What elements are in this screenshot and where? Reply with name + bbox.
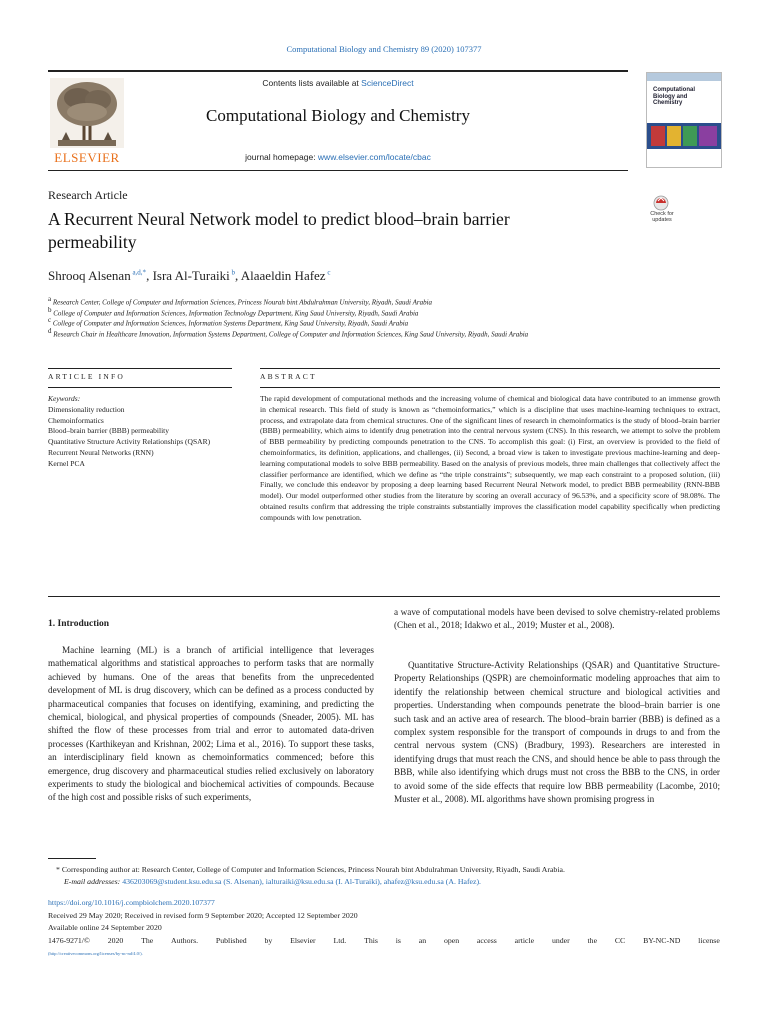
- divider: [48, 596, 720, 597]
- affiliation-marker: d: [48, 326, 54, 335]
- license-word: open: [443, 936, 460, 945]
- introduction-left-column: Machine learning (ML) is a branch of artificial intelligence that leverages mathematical algorithms and statistical approaches to perform tasks that are normally achieved by humans. One of the areas that benefits from the unprecedented development of ML is drug discovery, which can be defined as a process conducted by pharmaceutical companies that focuses on identifying, examining, and predicting the chemical, biological, and physical properties of compounds (Sneader, 2005). ML has shifted the flow of these processes from trial and error to automated data-driven processes (Karthikeyan and Krishnan, 2002; Lima et al., 2016). To support these tasks, an interdisciplinary field known as chemoinformatics commenced; before this emergence, drug discovery and pharmaceutical studies relied exclusively on laboratory experiments to study the biological and biochemical activities of compounds. Because of the high cost and possible risks of such experiments,: [48, 645, 374, 803]
- license-word: Elsevier: [290, 936, 316, 945]
- divider: [260, 368, 720, 369]
- received-dates: Received 29 May 2020; Received in revised form 9 September 2020; Accepted 12 September 2020: [48, 911, 358, 920]
- author-affiliation-marker[interactable]: c: [325, 268, 331, 277]
- article-title: A Recurrent Neural Network model to predict blood–brain barrier permeability: [48, 209, 510, 252]
- homepage-prefix: journal homepage:: [245, 152, 318, 162]
- affiliation-marker: c: [48, 316, 53, 324]
- license-word: license: [698, 936, 720, 945]
- keyword-item: Recurrent Neural Networks (RNN): [48, 447, 154, 457]
- affiliation-marker: b: [48, 305, 54, 314]
- license-statement: [48, 936, 720, 945]
- affiliation-text: College of Computer and Information Sciences, Information Technology Department, King Saud University, Riyadh, Saudi Arabia: [53, 308, 419, 317]
- author-name[interactable]: Shrooq Alsenan: [48, 268, 131, 283]
- affiliation-text: Research Chair in Healthcare Innovation, Information Systems Department, College of Computer and Information Sciences, King Saud University, Riyadh, Saudi Arabia: [53, 329, 529, 338]
- email-addresses[interactable]: 436203069@student.ksu.edu.sa (S. Alsenan), ialturaiki@ksu.edu.sa (I. Al-Turaiki), ahafez@ksu.edu.sa (A. Hafez).: [122, 877, 482, 886]
- license-word: Authors.: [171, 936, 199, 945]
- cover-image-band: [647, 123, 721, 149]
- license-word: BY-NC-ND: [643, 936, 681, 945]
- journal-reference-link[interactable]: Computational Biology and Chemistry 89 (2020) 107377: [286, 44, 482, 54]
- license-word: CC: [614, 936, 626, 945]
- journal-homepage-link[interactable]: www.elsevier.com/locate/cbac: [317, 152, 431, 162]
- keywords-block: [48, 394, 238, 470]
- author-list: Shrooq Alsenan $^{a,d,*}$, Isra Al-Turaiki $^b$, Alaaeldin Hafez $^c$: [48, 268, 331, 283]
- license-word: the: [587, 936, 598, 945]
- license-word: access: [476, 936, 497, 945]
- article-info-heading: ARTICLE INFO: [48, 372, 125, 381]
- keywords-label: Keywords:: [48, 394, 81, 403]
- contents-prefix: Contents lists available at: [262, 78, 362, 88]
- article-type: Research Article: [48, 188, 128, 202]
- section-heading-introduction: 1. Introduction: [48, 619, 110, 629]
- corresponding-author-footnote: * Corresponding author at: Research Center, College of Computer and Information Sciences, Princess Nourah bint Abdulrahman University, Riyadh, Saudi Arabia.: [56, 865, 565, 874]
- author-affiliation-marker[interactable]: a,d,*: [130, 268, 147, 277]
- available-online-date: Available online 24 September 2020: [48, 923, 162, 932]
- email-footnote: [64, 876, 720, 887]
- abstract-text: The rapid development of computational methods and the increasing volume of chemical and biological data have contributed to an immense growth in chemical research. This field of study is known as “chemoinformatics,” which is a discipline that uses machine-learning techniques to extract, process, and extrapolate data from chemical structures. One of the significant lines of research in chemoinformatics is the study of blood–brain barrier (BBB) permeability, which aims to identify drug penetration into the central nervous system (CNS). In this research, we attempt to solve the problem of BBB permeability by predicting compounds penetration to the CNS. To accomplish this goal: (i) First, an overview is provided to the field of chemoinformatics, its definition, applications, and challenges, (ii) Second, a broad view is taken to investigate previous machine-learning and deep-learning computational models to solve BBB permeability. Based on the analysis of previous models, three main challenges that collectively affect the classifier performance are identified, which we define as “the triple constraints”; subsequently, we map each constraint to a proposed solution, (iii) Finally, we conclude this endeavor by proposing a deep learning based Recurrent Neural Network model, to predict BBB permeability (RNN-BBB model). Our model outperformed other studies from the literature by scoring an overall accuracy of 96.53%, and a specificity score of 98.08%. The obtained results confirm that addressing the triple constraints substantially improves the classification model capability specifically when predicting compounds with low penetration.: [260, 394, 720, 522]
- license-word: Published: [215, 936, 247, 945]
- divider: [48, 387, 232, 388]
- license-word: is: [395, 936, 401, 945]
- license-word: an: [418, 936, 427, 945]
- affiliation-text: College of Computer and Information Sciences, Information Systems Department, King Saud University, Riyadh, Saudi Arabia: [52, 319, 409, 328]
- license-word: 1476-9271/©: [48, 936, 90, 945]
- license-word: article: [514, 936, 535, 945]
- affiliation-item: [48, 327, 528, 338]
- introduction-right-column-continued: a wave of computational models have been devised to solve chemistry-related problems (Chen et al., 2018; Idakwo et al., 2019; Muster et al., 2008).: [394, 607, 720, 631]
- keyword-item: Kernel PCA: [48, 458, 85, 468]
- license-url-link[interactable]: (http://creativecommons.org/licenses/by-nc-nd/4.0/).: [48, 951, 143, 956]
- license-word: This: [364, 936, 378, 945]
- author-affiliation-marker[interactable]: b: [229, 268, 235, 277]
- divider: [48, 368, 232, 369]
- keywords-list: [48, 405, 238, 470]
- keyword-item: Quantitative Structure Activity Relationships (QSAR): [48, 437, 211, 447]
- license-word: Ltd.: [333, 936, 347, 945]
- author-name[interactable]: Alaaeldin Hafez: [240, 268, 326, 283]
- check-for-updates-label[interactable]: Check for updates: [650, 211, 674, 223]
- license-word: under: [551, 936, 570, 945]
- affiliation-marker: a: [48, 295, 53, 303]
- license-word: 2020: [107, 936, 124, 945]
- license-word: The: [141, 936, 154, 945]
- divider: [260, 387, 720, 388]
- abstract-heading: ABSTRACT: [260, 372, 317, 381]
- doi-link[interactable]: https://doi.org/10.1016/j.compbiolchem.2020.107377: [48, 898, 215, 907]
- journal-homepage-line: [48, 152, 628, 162]
- cover-top-band: [647, 73, 721, 81]
- cover-title: Computational Biology and Chemistry: [653, 87, 695, 106]
- keyword-item: Dimensionality reduction: [48, 404, 125, 414]
- affiliation-text: Research Center, College of Computer and Information Sciences, Princess Nourah bint Abdulrahman University, Riyadh, Saudi Arabia: [52, 298, 433, 307]
- contents-availability-line: [48, 78, 628, 88]
- author-name[interactable]: Isra Al-Turaiki: [152, 268, 230, 283]
- keyword-item: Blood–brain barrier (BBB) permeability: [48, 426, 170, 436]
- journal-cover-thumbnail[interactable]: [646, 72, 722, 168]
- journal-title: Computational Biology and Chemistry: [206, 106, 470, 125]
- footnote-divider: [48, 858, 96, 859]
- elsevier-wordmark: ELSEVIER: [54, 150, 120, 165]
- email-label: E-mail addresses:: [64, 877, 121, 886]
- introduction-right-column-paragraph: Quantitative Structure-Activity Relationships (QSAR) and Quantitative Structure-Property Relationships (QSPR) are chemoinformatic modeling approaches that aim to identify the relationship between chemical structure and biological activities and properties. Understanding when compounds penetrate the blood–brain barrier is one such task and an active area of research. The blood–brain barrier (BBB) is defined as a complex system responsible for the transport of compounds in drugs to and from the central nervous system (CNS) (Bradbury, 1993). Researchers are interested in identifying drugs that must reach the CNS, and should hence be able to pass through the BBB, while also identifying which drugs must not cross the BBB to the CNS, in order to avoid some of the side effects that require low BBB permeability (Lacombe, 2010; Muster et al., 2008). ML algorithms have shown promising progress in: [394, 660, 720, 805]
- keyword-item: Chemoinformatics: [48, 415, 104, 425]
- license-word: by: [264, 936, 273, 945]
- sciencedirect-link[interactable]: ScienceDirect: [361, 78, 414, 88]
